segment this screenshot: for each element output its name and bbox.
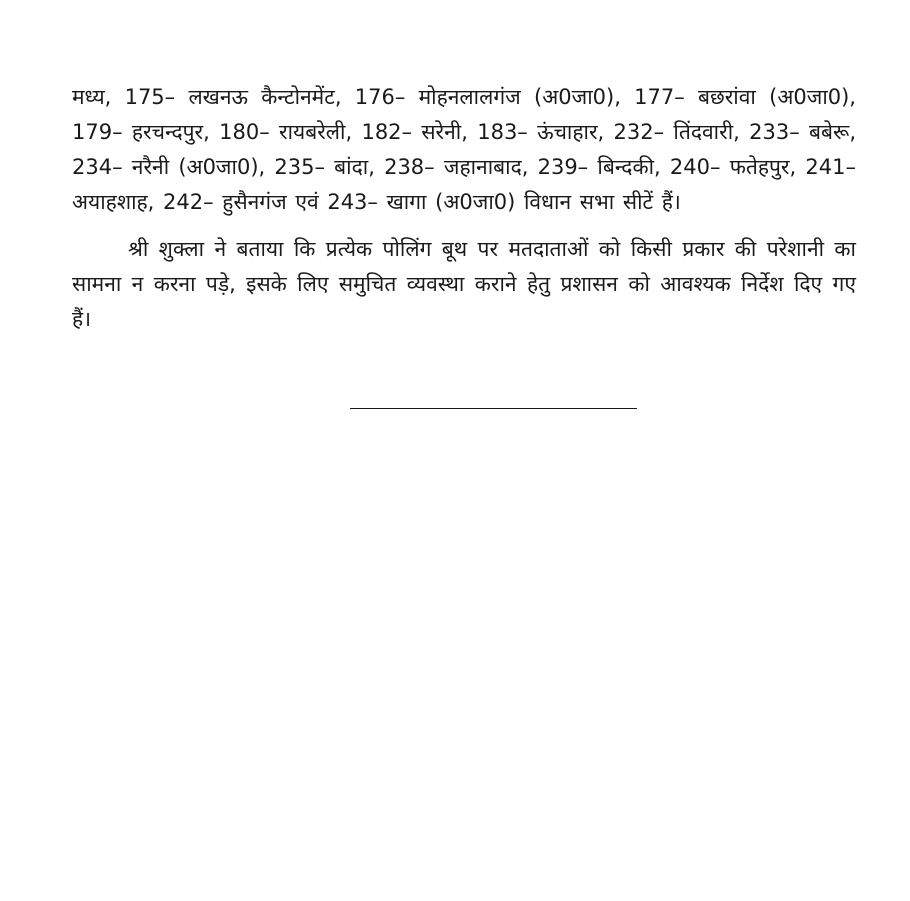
document-body [72, 80, 856, 337]
paragraph-constituency-list: मध्य, 175– लखनऊ कैन्टोनमेंट, 176– मोहनलालगंज (अ0जा0), 177– बछरांवा (अ0जा0), 179– हरचन्दपुर, 180– रायबरेली, 182– सरेनी, 183– ऊंचाहार, 232– तिंदवारी, 233– बबेरू, 234– नरैनी (अ0जा0), 235– बांदा, 238– जहानाबाद, 239– बिन्दकी, 240– फतेहपुर, 241– अयाहशाह, 242– हुसैनगंज एवं 243– खागा (अ0जा0) विधान सभा सीटें हैं। [72, 85, 856, 214]
end-of-document-rule [350, 408, 637, 409]
paragraph-polling-arrangements: श्री शुक्ला ने बताया कि प्रत्येक पोलिंग बूथ पर मतदाताओं को किसी प्रकार की परेशानी का सामना न करना पड़े, इसके लिए समुचित व्यवस्था कराने हेतु प्रशासन को आवश्यक निर्देश दिए गए हैं। [72, 237, 856, 331]
